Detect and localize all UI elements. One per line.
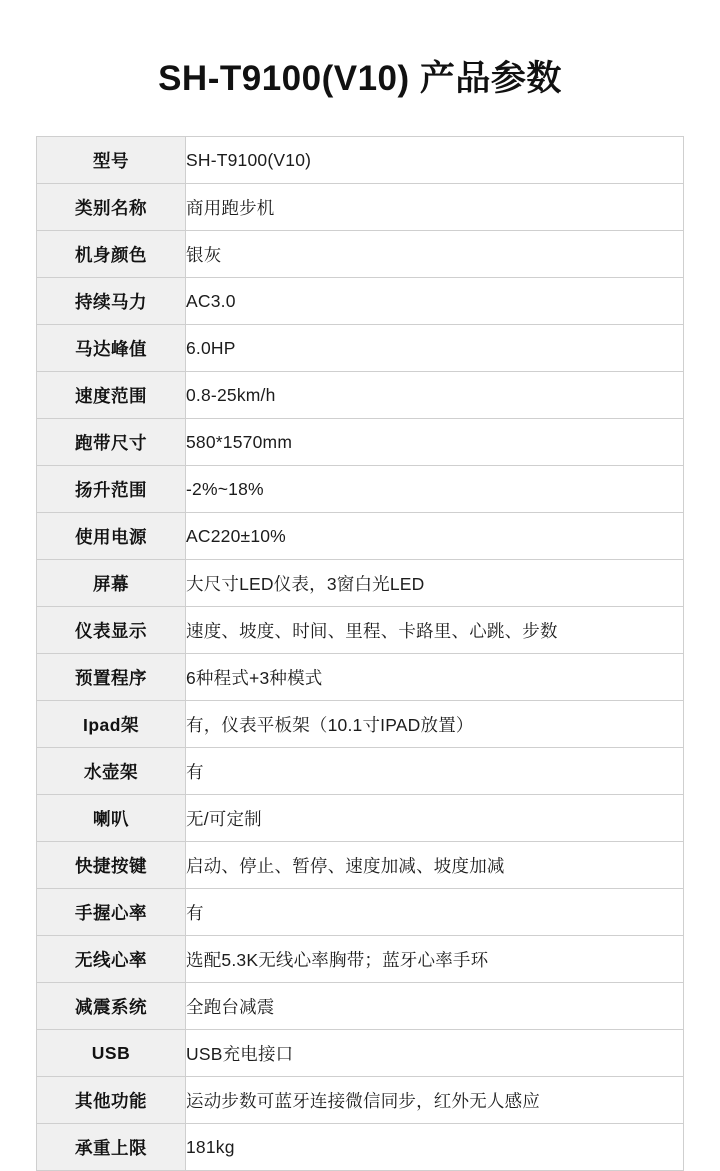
spec-value: 580*1570mm xyxy=(186,419,684,466)
spec-value: 速度、坡度、时间、里程、卡路里、心跳、步数 xyxy=(186,607,684,654)
spec-label: Ipad架 xyxy=(37,701,186,748)
spec-value: SH-T9100(V10) xyxy=(186,137,684,184)
table-row xyxy=(37,325,684,372)
table-row xyxy=(37,1030,684,1077)
spec-label: 手握心率 xyxy=(37,889,186,936)
spec-label: 扬升范围 xyxy=(37,466,186,513)
spec-label: 仪表显示 xyxy=(37,607,186,654)
spec-value: 有 xyxy=(186,748,684,795)
spec-label: 屏幕 xyxy=(37,560,186,607)
spec-value: 无/可定制 xyxy=(186,795,684,842)
spec-label: 持续马力 xyxy=(37,278,186,325)
spec-label: 快捷按键 xyxy=(37,842,186,889)
spec-value: 181kg xyxy=(186,1124,684,1171)
spec-value: USB充电接口 xyxy=(186,1030,684,1077)
table-row xyxy=(37,607,684,654)
table-row xyxy=(37,983,684,1030)
table-row xyxy=(37,466,684,513)
table-row xyxy=(37,278,684,325)
table-row xyxy=(37,889,684,936)
spec-label: 马达峰值 xyxy=(37,325,186,372)
spec-label: 喇叭 xyxy=(37,795,186,842)
table-row xyxy=(37,701,684,748)
table-row xyxy=(37,936,684,983)
spec-label: 其他功能 xyxy=(37,1077,186,1124)
spec-value: AC3.0 xyxy=(186,278,684,325)
spec-value: -2%~18% xyxy=(186,466,684,513)
spec-value: 全跑台减震 xyxy=(186,983,684,1030)
spec-label: USB xyxy=(37,1030,186,1077)
spec-label: 速度范围 xyxy=(37,372,186,419)
spec-value: 大尺寸LED仪表，3窗白光LED xyxy=(186,560,684,607)
spec-label: 使用电源 xyxy=(37,513,186,560)
spec-value: 运动步数可蓝牙连接微信同步，红外无人感应 xyxy=(186,1077,684,1124)
table-row xyxy=(37,419,684,466)
spec-label: 预置程序 xyxy=(37,654,186,701)
spec-value: 0.8-25km/h xyxy=(186,372,684,419)
spec-value: 有，仪表平板架（10.1寸IPAD放置） xyxy=(186,701,684,748)
spec-value: AC220±10% xyxy=(186,513,684,560)
table-row xyxy=(37,372,684,419)
spec-value: 启动、停止、暂停、速度加减、坡度加减 xyxy=(186,842,684,889)
table-row xyxy=(37,748,684,795)
spec-label: 型号 xyxy=(37,137,186,184)
spec-table xyxy=(36,136,684,1171)
spec-label: 水壶架 xyxy=(37,748,186,795)
table-row xyxy=(37,842,684,889)
spec-value: 有 xyxy=(186,889,684,936)
spec-value: 6.0HP xyxy=(186,325,684,372)
table-row xyxy=(37,1124,684,1171)
spec-label: 机身颜色 xyxy=(37,231,186,278)
spec-table-body xyxy=(37,137,684,1171)
table-row xyxy=(37,231,684,278)
table-row xyxy=(37,513,684,560)
spec-label: 跑带尺寸 xyxy=(37,419,186,466)
spec-label: 类别名称 xyxy=(37,184,186,231)
table-row xyxy=(37,795,684,842)
table-row xyxy=(37,560,684,607)
spec-value: 商用跑步机 xyxy=(186,184,684,231)
table-row xyxy=(37,654,684,701)
spec-value: 选配5.3K无线心率胸带；蓝牙心率手环 xyxy=(186,936,684,983)
spec-label: 承重上限 xyxy=(37,1124,186,1171)
spec-value: 6种程式+3种模式 xyxy=(186,654,684,701)
table-row xyxy=(37,184,684,231)
spec-label: 减震系统 xyxy=(37,983,186,1030)
spec-label: 无线心率 xyxy=(37,936,186,983)
spec-value: 银灰 xyxy=(186,231,684,278)
page-title: SH-T9100(V10) 产品参数 xyxy=(158,59,562,98)
table-row xyxy=(37,1077,684,1124)
table-row xyxy=(37,137,684,184)
